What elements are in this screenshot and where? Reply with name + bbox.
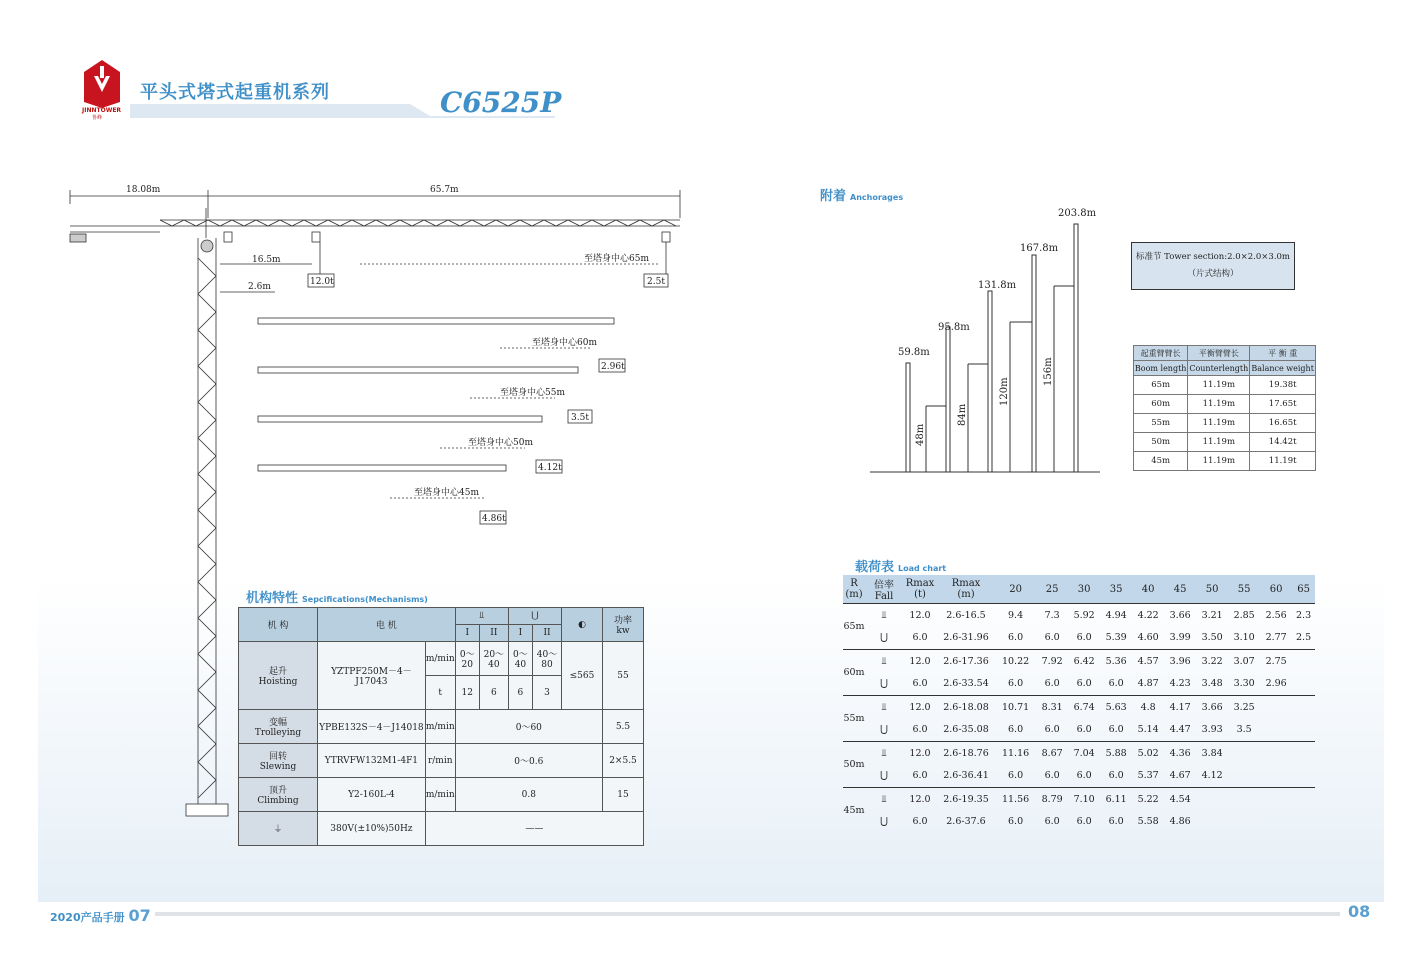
- drum-icon: ◐: [562, 608, 603, 642]
- load-cell: 6.0: [1076, 770, 1092, 782]
- load-cell: 3.30: [1233, 678, 1255, 690]
- load-cell: 6.0: [1044, 724, 1060, 736]
- load-cell: 6.0: [1076, 816, 1092, 828]
- dim-jib: 65.7m: [430, 185, 459, 195]
- load-cell: 2.6-18.76: [937, 742, 995, 765]
- load-cell: 5.22: [1132, 788, 1164, 811]
- load-cell: 2.3: [1292, 604, 1315, 627]
- load-cell: [1292, 719, 1315, 742]
- load-cell: [1260, 696, 1292, 719]
- load-cell: [1292, 742, 1315, 765]
- specs-title: 机构特性: [246, 591, 299, 606]
- load-cell: 4.54: [1164, 788, 1196, 811]
- load-cell: 6.11: [1100, 788, 1132, 811]
- hook-2fall-icon: ⋃: [880, 678, 888, 690]
- load-cell: 2.96: [1265, 678, 1287, 690]
- load-cell: 6.0: [1076, 724, 1092, 736]
- load-cell: 3.66: [1196, 696, 1228, 719]
- load-cell: 6.0: [1008, 770, 1024, 782]
- load-cell: 4.22: [1132, 604, 1164, 627]
- table-row: [843, 742, 1315, 765]
- load-cell: 6.0: [1076, 678, 1092, 690]
- svg-text:至塔身中心45m: 至塔身中心45m: [414, 488, 479, 498]
- table-row: [843, 788, 1315, 811]
- load-cell: 6.0: [912, 724, 928, 736]
- table-row: [843, 673, 1315, 696]
- load-cell: 2.6-19.35: [937, 788, 995, 811]
- load-cell: 3.93: [1201, 724, 1223, 736]
- load-cell: 5.14: [1137, 724, 1159, 736]
- spacing-48: 48m: [915, 423, 926, 446]
- load-cell: 2.77: [1265, 632, 1287, 644]
- hook-4fall-icon: ⫫: [865, 742, 903, 765]
- boom-length: 65m: [843, 604, 865, 650]
- load-cell: 3.99: [1169, 632, 1191, 644]
- table-row: 45m 11.19m 11.19t: [1134, 452, 1316, 471]
- load-cell: 6.0: [912, 632, 928, 644]
- load-cell: 2.5: [1296, 632, 1312, 644]
- load-cell: [1260, 719, 1292, 742]
- hook-4fall-icon: ⫫: [455, 608, 508, 625]
- hook-2fall-icon: ⋃: [880, 632, 888, 644]
- table-row: [843, 696, 1315, 719]
- brand-name: JINNTOWER: [82, 107, 122, 114]
- col-motor: 电 机: [318, 608, 456, 642]
- load-cell: 2.75: [1260, 650, 1292, 673]
- table-row: 65m 11.19m 19.38t: [1134, 376, 1316, 395]
- hook-4fall-icon: ⫫: [865, 788, 903, 811]
- load-cell: 2.6-16.5: [937, 604, 995, 627]
- load-cell: 8.79: [1036, 788, 1068, 811]
- load-cell: 6.0: [1108, 816, 1124, 828]
- svg-text:3.5t: 3.5t: [571, 413, 589, 423]
- load-cell: 2.56: [1260, 604, 1292, 627]
- load-cell: 3.07: [1228, 650, 1260, 673]
- load-cell: 2.85: [1228, 604, 1260, 627]
- table-row: 50m 11.19m 14.42t: [1134, 433, 1316, 452]
- load-cell: 2.6-18.08: [937, 696, 995, 719]
- hook-2fall-icon: ⋃: [508, 608, 561, 625]
- load-cell: 5.63: [1100, 696, 1132, 719]
- hook-2fall-icon: ⋃: [880, 770, 888, 782]
- load-cell: 5.92: [1068, 604, 1100, 627]
- load-cell: 3.48: [1201, 678, 1223, 690]
- header-boom-en: Boom length: [1134, 361, 1188, 376]
- jib-config-55: [258, 367, 592, 423]
- svg-text:至塔身中心60m: 至塔身中心60m: [532, 338, 597, 348]
- load-65: 2.5t: [647, 277, 665, 287]
- load-chart-table: R (m) 倍率 Fall Rmax (t) Rmax (m) 20 25 30 35 40 45 50 55 60 65 65m ⫫ 12.0 2.6-16.5 9.4 7.3 5.92 4.94 4.22 3.66 3.21 2.85 2.56 2.3 ⋃ 6.0 2.6-31.96 6.0 6.0 6.0 5.39 4.60 3.99 3.50 3.10 2.77 2.5 60m ⫫ 12.0 2.6-17.36 10.22 7.92 6.42 5.36 4.57 3.96 3.22 3.07 2.75 ⋃ 6.0 2.6-33.54 6.0 6.0 6.0 6.0 4.87 4.23 3.48 3.30 2.96 55m ⫫ 12.0 2.6-18.08 10.71 8.31 6.74 5.63 4.8 4.17 3.66 3.25 ⋃ 6.0 2.6-35.08 6.0 6.0 6.0 6.0 5.14 4.47 3.93 3.5 50m ⫫ 12.0 2.6-18.76 11.16 8.67 7.04 5.88 5.02 4.36 3.84 ⋃ 6.0 2.6-36.41 6.0 6.0 6.0 6.0 5.37 4.67 4.12 45m ⫫ 12.0 2.6-19.35 11.56 8.79 7.10 6.11 5.22 4.54 ⋃ 6.0 2.6-37.6 6.0 6.0 6.0 6.0 5.58 4.86: [843, 575, 1315, 833]
- header-balance-en: Balance weight: [1250, 361, 1316, 376]
- anchorages-subtitle: Anchorages: [850, 193, 904, 202]
- jib-config-60: [258, 318, 625, 372]
- load-cell: 4.57: [1132, 650, 1164, 673]
- jib-config-45: [258, 465, 506, 524]
- svg-text:至塔身中心55m: 至塔身中心55m: [500, 388, 565, 398]
- spec-row-power-supply: ⏚ 380V(±10%)50Hz ——: [239, 812, 644, 846]
- load-cell: 4.94: [1100, 604, 1132, 627]
- svg-text:2.96t: 2.96t: [601, 362, 625, 372]
- svg-text:4.86t: 4.86t: [482, 514, 506, 524]
- load-cell: 11.56: [995, 788, 1036, 811]
- load-cell: [1292, 788, 1315, 811]
- spec-row-slewing: 回转 Slewing YTRVFW132M1-4F1 r/min 0～0.6 2×5.5: [239, 744, 644, 778]
- hook-4fall-icon: ⫫: [865, 604, 903, 627]
- height-95-8: 95.8m: [938, 322, 970, 333]
- load-cell: 5.36: [1100, 650, 1132, 673]
- load-cell: 8.67: [1036, 742, 1068, 765]
- load-cell: 4.47: [1169, 724, 1191, 736]
- model-title: C6525P: [440, 86, 562, 119]
- spacing-156: 156m: [1043, 357, 1054, 386]
- svg-text:4.12t: 4.12t: [538, 463, 562, 473]
- load-cell: 4.67: [1169, 770, 1191, 782]
- catalog-year: 2020产品手册: [50, 911, 125, 924]
- table-row: [843, 811, 1315, 834]
- load-cell: 7.3: [1036, 604, 1068, 627]
- dim-2-6: 2.6m: [248, 282, 271, 292]
- load-cell: 5.39: [1105, 632, 1127, 644]
- load-cell: 12.0: [903, 604, 937, 627]
- load-cell: 7.92: [1036, 650, 1068, 673]
- load-cell: 2.6-35.08: [943, 724, 989, 736]
- load-cell: 4.12: [1201, 770, 1223, 782]
- load-cell: 12.0: [903, 696, 937, 719]
- to-center-65: 至塔身中心65m: [584, 254, 649, 264]
- svg-text:至塔身中心50m: 至塔身中心50m: [468, 438, 533, 448]
- tower-section-box: [1131, 242, 1295, 290]
- load-cell: 12.0: [903, 788, 937, 811]
- height-203-8: 203.8m: [1058, 208, 1097, 219]
- load-chart-title: 载荷表: [855, 560, 895, 575]
- height-131-8: 131.8m: [978, 280, 1017, 291]
- hook-4fall-icon: ⫫: [865, 650, 903, 673]
- load-cell: [1292, 696, 1315, 719]
- spec-row-trolleying: 变幅 Trolleying YPBE132S－4－J14018 m/min 0～60 5.5: [239, 710, 644, 744]
- load-cell: 5.58: [1137, 816, 1159, 828]
- tower-section-line1: 标准节 Tower section:2.0×2.0×3.0m: [1135, 252, 1290, 262]
- table-row: [843, 650, 1315, 673]
- load-cell: 2.6-33.54: [943, 678, 989, 690]
- anchorage-diagram: [868, 200, 1108, 476]
- load-cell: 4.23: [1169, 678, 1191, 690]
- load-cell: 3.21: [1196, 604, 1228, 627]
- load-cell: 6.0: [1044, 770, 1060, 782]
- boom-length: 55m: [843, 696, 865, 742]
- table-row: [843, 719, 1315, 742]
- power-plug-icon: ⏚: [239, 812, 318, 846]
- load-cell: 6.0: [912, 678, 928, 690]
- load-cell: 4.17: [1164, 696, 1196, 719]
- load-cell: 2.6-37.6: [946, 816, 986, 828]
- specs-subtitle: Sepcifications(Mechanisms): [302, 595, 428, 604]
- load-cell: 3.22: [1196, 650, 1228, 673]
- load-cell: 10.22: [995, 650, 1036, 673]
- header-balance-cn: 平 衡 重: [1250, 346, 1316, 361]
- brand-logo: [80, 58, 124, 110]
- tower-section-line2: （片式结构）: [1187, 269, 1239, 279]
- load-cell: [1228, 742, 1260, 765]
- load-cell: [1196, 811, 1228, 834]
- load-cell: [1260, 742, 1292, 765]
- jib-config-50: [258, 416, 562, 473]
- boom-length: 45m: [843, 788, 865, 834]
- spacing-120: 120m: [999, 377, 1010, 406]
- anchorages-title: 附着: [820, 189, 847, 204]
- boom-length: 50m: [843, 742, 865, 788]
- load-cell: 8.31: [1036, 696, 1068, 719]
- hook-2fall-icon: ⋃: [880, 724, 888, 736]
- load-cell: 4.36: [1164, 742, 1196, 765]
- load-cell: 6.0: [1008, 632, 1024, 644]
- load-cell: 7.04: [1068, 742, 1100, 765]
- height-59-8: 59.8m: [898, 347, 930, 358]
- load-cell: 6.42: [1068, 650, 1100, 673]
- page-number-left: 07: [128, 906, 151, 925]
- load-cell: 4.87: [1137, 678, 1159, 690]
- table-row: [843, 765, 1315, 788]
- table-row: [843, 627, 1315, 650]
- table-row: 55m 11.19m 16.65t: [1134, 414, 1316, 433]
- hook-2fall-icon: ⋃: [880, 816, 888, 828]
- load-cell: 6.0: [912, 816, 928, 828]
- load-cell: 6.0: [1108, 724, 1124, 736]
- load-cell: 2.6-31.96: [943, 632, 989, 644]
- series-title: 平头式塔式起重机系列: [140, 82, 330, 103]
- load-cell: 3.50: [1201, 632, 1223, 644]
- dim-16-5: 16.5m: [252, 255, 281, 265]
- load-cell: 6.0: [1044, 632, 1060, 644]
- header-counter-en: Counterlength: [1188, 361, 1250, 376]
- load-cell: [1260, 811, 1292, 834]
- load-cell: 5.02: [1132, 742, 1164, 765]
- load-cell: [1292, 765, 1315, 788]
- load-cell: 2.6-17.36: [937, 650, 995, 673]
- load-cell: 6.0: [1044, 678, 1060, 690]
- load-cell: [1292, 650, 1315, 673]
- col-power: 功率 kw: [603, 608, 644, 642]
- page-number-right: 08: [1348, 902, 1371, 921]
- load-cell: 4.60: [1137, 632, 1159, 644]
- load-cell: 3.66: [1164, 604, 1196, 627]
- dim-counter-jib: 18.08m: [126, 185, 161, 195]
- load-max: 12.0t: [310, 277, 334, 287]
- load-cell: 6.74: [1068, 696, 1100, 719]
- load-cell: [1260, 788, 1292, 811]
- load-cell: 6.0: [1008, 678, 1024, 690]
- load-cell: 3.5: [1236, 724, 1252, 736]
- load-chart-body: [843, 604, 1315, 834]
- load-cell: 10.71: [995, 696, 1036, 719]
- specs-table: 机 构 电 机 ⫫ ⋃ ◐ 功率 kw I II I II 起升 Hoisting YZTPF250M－4－J17043 m/min 0～20 20～40 0～40 40～80 ≤565 55 t 12 6 6 3 变幅 Trolleying YPBE132S－4－J14018 m/min 0～60 5.5 回转 Slewing YTRVFW132M1-4F1 r/min 0～0.6 2×5.5 顶升 Climbing Y2-160L-4 m/min 0.8 15 ⏚ 380V(±10%)50Hz ——: [238, 607, 644, 846]
- boom-ratio-table: [1133, 345, 1316, 471]
- load-cell: [1260, 765, 1292, 788]
- spacing-84: 84m: [957, 403, 968, 426]
- load-chart-heading: [855, 556, 946, 575]
- load-cell: 5.37: [1137, 770, 1159, 782]
- spec-row-climbing: 顶升 Climbing Y2-160L-4 m/min 0.8 15: [239, 778, 644, 812]
- footer-rule: [155, 912, 1340, 916]
- load-cell: 6.0: [912, 770, 928, 782]
- load-cell: 7.10: [1068, 788, 1100, 811]
- load-cell: [1292, 811, 1315, 834]
- load-cell: 3.96: [1164, 650, 1196, 673]
- load-cell: 5.88: [1100, 742, 1132, 765]
- load-cell: 2.6-36.41: [943, 770, 989, 782]
- header-counter-cn: 平衡臂臂长: [1188, 346, 1250, 361]
- spec-row-hoisting: 起升 Hoisting YZTPF250M－4－J17043 m/min 0～20 20～40 0～40 40～80 ≤565 55: [239, 642, 644, 676]
- load-cell: 11.16: [995, 742, 1036, 765]
- load-cell: 6.0: [1108, 678, 1124, 690]
- load-cell: 9.4: [995, 604, 1036, 627]
- load-cell: 12.0: [903, 650, 937, 673]
- load-cell: [1196, 788, 1228, 811]
- boom-length: 60m: [843, 650, 865, 696]
- load-cell: [1292, 673, 1315, 696]
- load-cell: 3.25: [1228, 696, 1260, 719]
- load-cell: 3.84: [1196, 742, 1228, 765]
- table-row: 60m 11.19m 17.65t: [1134, 395, 1316, 414]
- load-cell: 6.0: [1008, 724, 1024, 736]
- load-cell: 4.86: [1169, 816, 1191, 828]
- load-cell: 6.0: [1108, 770, 1124, 782]
- load-cell: [1228, 765, 1260, 788]
- header-boom-cn: 起重臂臂长: [1134, 346, 1188, 361]
- table-row: [843, 604, 1315, 627]
- hook-4fall-icon: ⫫: [865, 696, 903, 719]
- load-cell: [1228, 811, 1260, 834]
- load-cell: [1228, 788, 1260, 811]
- height-167-8: 167.8m: [1020, 243, 1059, 254]
- brand-name-cn: 鲁峰: [92, 115, 103, 121]
- load-cell: 6.0: [1008, 816, 1024, 828]
- specs-heading: [246, 587, 428, 606]
- load-cell: 3.10: [1233, 632, 1255, 644]
- load-cell: 6.0: [1044, 816, 1060, 828]
- col-mechanism: 机 构: [239, 608, 318, 642]
- load-cell: 6.0: [1076, 632, 1092, 644]
- footer-left: [50, 906, 151, 925]
- load-cell: 12.0: [903, 742, 937, 765]
- load-cell: 4.8: [1132, 696, 1164, 719]
- load-chart-subtitle: Load chart: [898, 564, 947, 573]
